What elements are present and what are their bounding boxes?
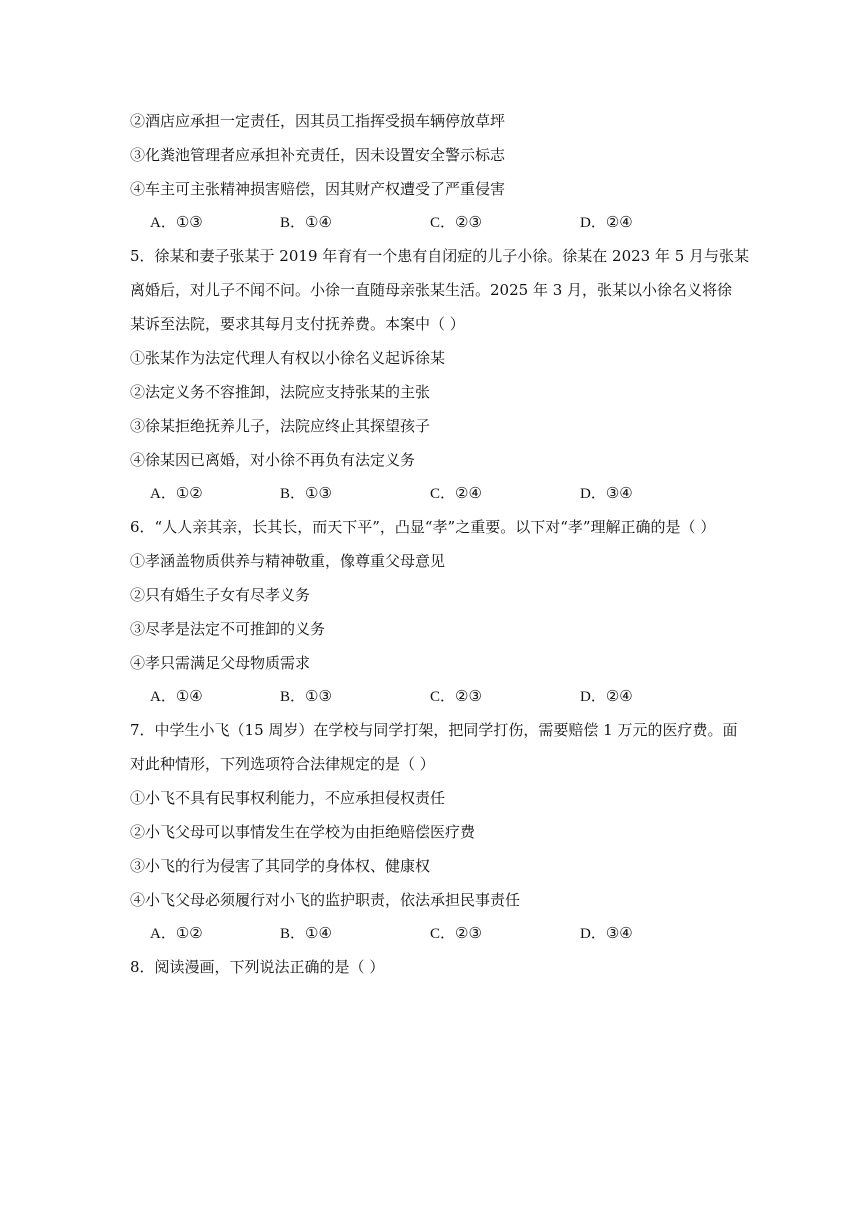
q6-option-a: A．①④: [150, 687, 203, 705]
q6-option-d: D．②④: [580, 687, 633, 705]
q7-option-a: A．①②: [150, 924, 203, 942]
q5-statement-3: ③徐某拒绝抚养儿子，法院应终止其探望孩子: [130, 417, 431, 435]
q7-options: [150, 923, 710, 943]
q7-statement-1: ①小飞不具有民事权利能力，不应承担侵权责任: [130, 789, 446, 807]
q6-statement-3: ③尽孝是法定不可推卸的义务: [130, 620, 326, 638]
q6-stem-line-1: 6．“人人亲其亲，长其长，而天下平”，凸显“孝”之重要。以下对“孝”理解正确的是（ ）: [130, 518, 716, 536]
q6-statement-1: ①孝涵盖物质供养与精神敬重，像尊重父母意见: [130, 552, 446, 570]
q7-statement-2: ②小飞父母可以事情发生在学校为由拒绝赔偿医疗费: [130, 823, 476, 841]
q7-option-b: B．①④: [280, 924, 332, 942]
q5-stem-line-2: 离婚后，对儿子不闻不问。小徐一直随母亲张某生活。2025 年 3 月，张某以小徐名义将徐: [130, 281, 733, 299]
q5-stem-line-3: 某诉至法院，要求其每月支付抚养费。本案中（ ）: [130, 315, 465, 333]
q4-statement-2: ②酒店应承担一定责任，因其员工指挥受损车辆停放草坪: [130, 112, 506, 130]
q6-option-b: B．①③: [280, 687, 332, 705]
q7-option-d: D．③④: [580, 924, 633, 942]
q5-options: [150, 483, 710, 503]
q4-option-a: A．①③: [150, 213, 203, 231]
q5-option-a: A．①②: [150, 484, 203, 502]
q5-statement-2: ②法定义务不容推卸，法院应支持张某的主张: [130, 383, 431, 401]
q5-option-b: B．①③: [280, 484, 332, 502]
q5-option-c: C．②④: [430, 484, 482, 502]
q5-option-d: D．③④: [580, 484, 633, 502]
q7-statement-4: ④小飞父母必须履行对小飞的监护职责，依法承担民事责任: [130, 891, 521, 909]
q4-option-d: D．②④: [580, 213, 633, 231]
q4-option-b: B．①④: [280, 213, 332, 231]
q5-statement-1: ①张某作为法定代理人有权以小徐名义起诉徐某: [130, 349, 446, 367]
q4-options: [150, 212, 710, 232]
q7-statement-3: ③小飞的行为侵害了其同学的身体权、健康权: [130, 857, 431, 875]
q7-option-c: C．②③: [430, 924, 482, 942]
q4-statement-3: ③化粪池管理者应承担补充责任，因未设置安全警示标志: [130, 146, 506, 164]
q5-statement-4: ④徐某因已离婚，对小徐不再负有法定义务: [130, 451, 416, 469]
q5-stem-line-1: 5．徐某和妻子张某于 2019 年育有一个患有自闭症的儿子小徐。徐某在 2023 年 5 月与张某: [130, 247, 750, 265]
q7-stem-line-1: 7．中学生小飞（15 周岁）在学校与同学打架，把同学打伤，需要赔偿 1 万元的医疗费。面: [130, 721, 738, 739]
q8-stem-line-1: 8．阅读漫画，下列说法正确的是（ ）: [130, 958, 385, 976]
q6-options: [150, 686, 710, 706]
q6-statement-2: ②只有婚生子女有尽孝义务: [130, 586, 311, 604]
q7-stem-line-2: 对此种情形，下列选项符合法律规定的是（ ）: [130, 755, 435, 773]
q6-option-c: C．②③: [430, 687, 482, 705]
q4-option-c: C．②③: [430, 213, 482, 231]
q6-statement-4: ④孝只需满足父母物质需求: [130, 654, 311, 672]
q4-statement-4: ④车主可主张精神损害赔偿，因其财产权遭受了严重侵害: [130, 180, 506, 198]
